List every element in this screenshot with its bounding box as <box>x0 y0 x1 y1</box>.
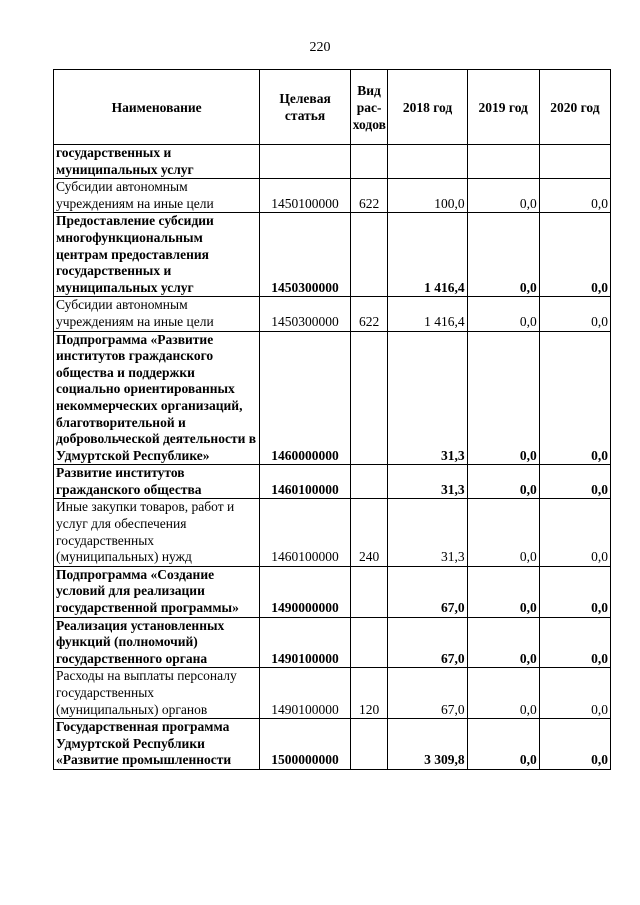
table-row <box>54 297 611 331</box>
table-row <box>54 213 611 297</box>
cell-target-article: 1490100000 <box>260 668 350 719</box>
cell-year-2019: 0,0 <box>467 668 539 719</box>
cell-year-2020: 0,0 <box>539 179 610 213</box>
cell-year-2018: 31,3 <box>388 499 467 566</box>
cell-year-2019: 0,0 <box>467 566 539 617</box>
cell-year-2018: 67,0 <box>388 668 467 719</box>
table-row <box>54 331 611 465</box>
cell-year-2018: 67,0 <box>388 617 467 668</box>
cell-target-article: 1460000000 <box>260 331 350 465</box>
cell-year-2018 <box>388 145 467 179</box>
table-row <box>54 566 611 617</box>
cell-year-2020: 0,0 <box>539 213 610 297</box>
cell-name: Подпрограмма «Создание условий для реализации государственной программы» <box>54 566 260 617</box>
cell-target-article: 1490100000 <box>260 617 350 668</box>
cell-expense-type: 240 <box>350 499 388 566</box>
cell-name: Иные закупки товаров, работ и услуг для обеспечения государственных (муниципальных) нужд <box>54 499 260 566</box>
header-year-2018: 2018 год <box>388 70 467 145</box>
cell-year-2018: 67,0 <box>388 566 467 617</box>
budget-table <box>53 69 611 770</box>
header-expense-type: Вид рас-ходов <box>350 70 388 145</box>
header-year-2020: 2020 год <box>539 70 610 145</box>
cell-expense-type <box>350 719 388 770</box>
cell-target-article <box>260 145 350 179</box>
table-row <box>54 668 611 719</box>
cell-expense-type <box>350 213 388 297</box>
cell-year-2020: 0,0 <box>539 566 610 617</box>
cell-year-2018: 31,3 <box>388 465 467 499</box>
cell-year-2020: 0,0 <box>539 668 610 719</box>
cell-target-article: 1460100000 <box>260 465 350 499</box>
cell-year-2018: 1 416,4 <box>388 213 467 297</box>
cell-year-2019: 0,0 <box>467 499 539 566</box>
cell-name: Расходы на выплаты персоналу государственных (муниципальных) органов <box>54 668 260 719</box>
cell-name: Развитие институтов гражданского общества <box>54 465 260 499</box>
cell-expense-type <box>350 331 388 465</box>
header-target-article: Целевая статья <box>260 70 350 145</box>
cell-year-2019: 0,0 <box>467 617 539 668</box>
cell-expense-type: 622 <box>350 297 388 331</box>
cell-year-2018: 100,0 <box>388 179 467 213</box>
cell-target-article: 1500000000 <box>260 719 350 770</box>
cell-target-article: 1490000000 <box>260 566 350 617</box>
cell-year-2019: 0,0 <box>467 213 539 297</box>
cell-name: Субсидии автономным учреждениям на иные цели <box>54 297 260 331</box>
cell-expense-type: 622 <box>350 179 388 213</box>
cell-target-article: 1450100000 <box>260 179 350 213</box>
cell-target-article: 1450300000 <box>260 213 350 297</box>
cell-expense-type <box>350 145 388 179</box>
cell-name: Предоставление субсидии многофункциональным центрам предоставления государственных и муниципальных услуг <box>54 213 260 297</box>
page-number: 220 <box>309 40 331 55</box>
header-name: Наименование <box>54 70 260 145</box>
table-row <box>54 719 611 770</box>
cell-year-2018: 1 416,4 <box>388 297 467 331</box>
cell-expense-type <box>350 617 388 668</box>
cell-year-2020: 0,0 <box>539 719 610 770</box>
cell-expense-type <box>350 566 388 617</box>
table-row <box>54 465 611 499</box>
cell-year-2020: 0,0 <box>539 617 610 668</box>
cell-expense-type: 120 <box>350 668 388 719</box>
table-row <box>54 499 611 566</box>
table-row <box>54 179 611 213</box>
cell-target-article: 1460100000 <box>260 499 350 566</box>
cell-year-2019: 0,0 <box>467 465 539 499</box>
cell-year-2019 <box>467 145 539 179</box>
cell-target-article: 1450300000 <box>260 297 350 331</box>
cell-name: Государственная программа Удмуртской Республики «Развитие промышленности <box>54 719 260 770</box>
cell-year-2019: 0,0 <box>467 331 539 465</box>
cell-name: Подпрограмма «Развитие институтов гражданского общества и поддержки социально ориентированных некоммерческих организаций, благотворительной и добровольческой деятельности в Удмуртской Республике» <box>54 331 260 465</box>
cell-year-2018: 3 309,8 <box>388 719 467 770</box>
cell-name: государственных и муниципальных услуг <box>54 145 260 179</box>
table-header-row <box>54 70 611 145</box>
cell-year-2019: 0,0 <box>467 719 539 770</box>
cell-year-2018: 31,3 <box>388 331 467 465</box>
cell-year-2019: 0,0 <box>467 297 539 331</box>
cell-name: Реализация установленных функций (полномочий) государственного органа <box>54 617 260 668</box>
cell-year-2019: 0,0 <box>467 179 539 213</box>
cell-year-2020: 0,0 <box>539 465 610 499</box>
cell-year-2020: 0,0 <box>539 499 610 566</box>
cell-year-2020 <box>539 145 610 179</box>
table-row <box>54 145 611 179</box>
header-year-2019: 2019 год <box>467 70 539 145</box>
table-row <box>54 617 611 668</box>
table-body <box>54 145 611 770</box>
cell-expense-type <box>350 465 388 499</box>
cell-name: Субсидии автономным учреждениям на иные цели <box>54 179 260 213</box>
cell-year-2020: 0,0 <box>539 331 610 465</box>
cell-year-2020: 0,0 <box>539 297 610 331</box>
